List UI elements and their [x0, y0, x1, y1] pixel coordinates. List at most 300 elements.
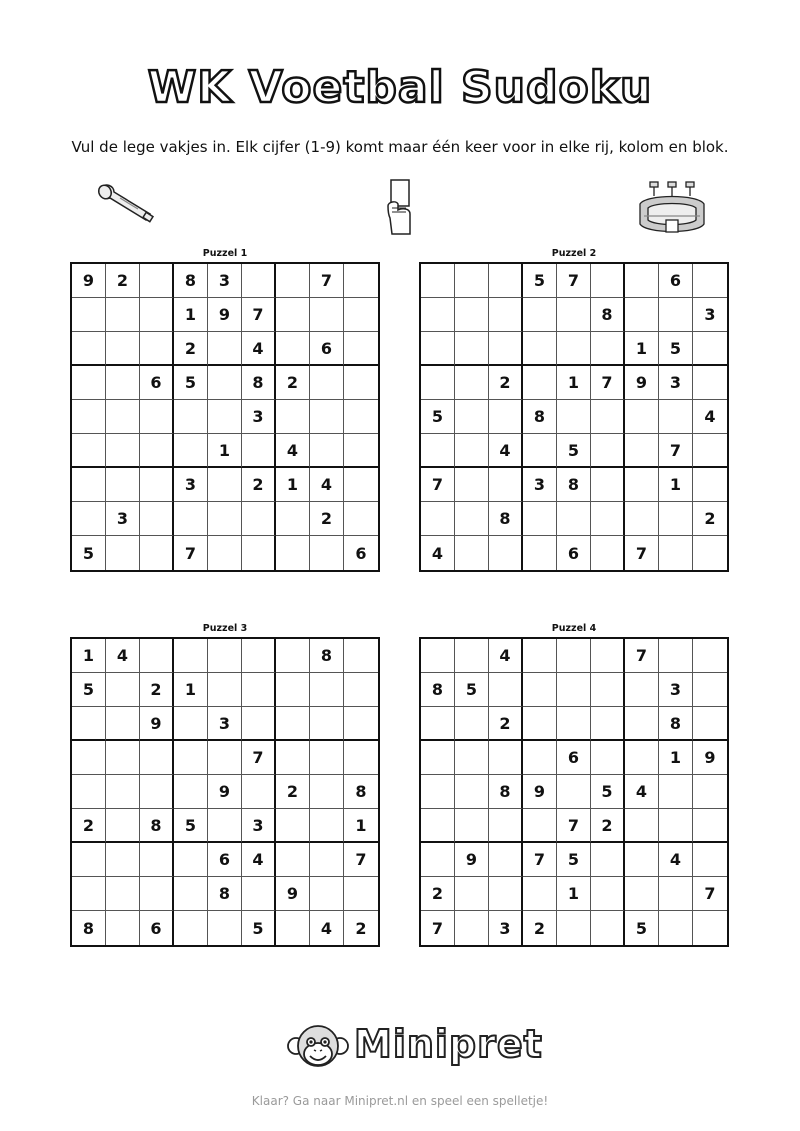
given-number-cell: 1 — [174, 298, 208, 332]
empty-cell[interactable] — [489, 536, 523, 570]
empty-cell[interactable] — [140, 741, 174, 775]
empty-cell[interactable] — [72, 468, 106, 502]
empty-cell[interactable] — [174, 400, 208, 434]
empty-cell[interactable] — [421, 741, 455, 775]
empty-cell[interactable] — [174, 911, 208, 945]
given-number-cell: 4 — [106, 639, 140, 673]
given-number-cell: 8 — [208, 877, 242, 911]
empty-cell[interactable] — [693, 468, 727, 502]
given-number-cell: 1 — [276, 468, 310, 502]
empty-cell[interactable] — [276, 298, 310, 332]
empty-cell[interactable] — [208, 536, 242, 570]
empty-cell[interactable] — [242, 264, 276, 298]
empty-cell[interactable] — [557, 502, 591, 536]
given-number-cell: 1 — [659, 741, 693, 775]
empty-cell[interactable] — [72, 775, 106, 809]
empty-cell[interactable] — [659, 877, 693, 911]
empty-cell[interactable] — [591, 434, 625, 468]
empty-cell[interactable] — [242, 877, 276, 911]
given-number-cell: 2 — [276, 366, 310, 400]
empty-cell[interactable] — [625, 809, 659, 843]
empty-cell[interactable] — [455, 536, 489, 570]
empty-cell[interactable] — [591, 639, 625, 673]
given-number-cell: 7 — [659, 434, 693, 468]
empty-cell[interactable] — [489, 843, 523, 877]
empty-cell[interactable] — [693, 843, 727, 877]
empty-cell[interactable] — [174, 877, 208, 911]
empty-cell[interactable] — [106, 366, 140, 400]
empty-cell[interactable] — [693, 366, 727, 400]
empty-cell[interactable] — [557, 707, 591, 741]
empty-cell[interactable] — [455, 911, 489, 945]
empty-cell[interactable] — [140, 775, 174, 809]
given-number-cell: 4 — [421, 536, 455, 570]
empty-cell[interactable] — [591, 877, 625, 911]
given-number-cell: 8 — [523, 400, 557, 434]
given-number-cell: 2 — [355, 918, 367, 938]
empty-cell[interactable] — [276, 400, 310, 434]
given-number-cell: 3 — [242, 400, 276, 434]
empty-cell[interactable] — [523, 809, 557, 843]
empty-cell[interactable] — [174, 502, 208, 536]
empty-cell[interactable] — [455, 332, 489, 366]
empty-cell[interactable] — [489, 264, 523, 298]
empty-cell[interactable] — [140, 502, 174, 536]
given-number-cell: 1 — [344, 809, 378, 843]
empty-cell[interactable] — [140, 877, 174, 911]
empty-cell[interactable] — [106, 468, 140, 502]
empty-cell[interactable] — [344, 366, 378, 400]
empty-cell[interactable] — [276, 332, 310, 366]
empty-cell[interactable] — [421, 332, 455, 366]
given-number-cell: 2 — [174, 332, 208, 366]
empty-cell[interactable] — [591, 911, 625, 945]
empty-cell[interactable] — [276, 741, 310, 775]
empty-cell[interactable] — [625, 264, 659, 298]
empty-cell[interactable] — [242, 673, 276, 707]
empty-cell[interactable] — [421, 502, 455, 536]
empty-cell[interactable] — [208, 741, 242, 775]
empty-cell[interactable] — [140, 536, 174, 570]
empty-cell[interactable] — [310, 536, 344, 570]
empty-cell[interactable] — [523, 639, 557, 673]
given-number-cell: 4 — [489, 434, 523, 468]
puzzle-title: Puzzel 2 — [551, 248, 597, 259]
red-card-icon — [382, 178, 418, 236]
empty-cell[interactable] — [693, 332, 727, 366]
empty-cell[interactable] — [344, 639, 378, 673]
given-number-cell: 4 — [625, 775, 659, 809]
empty-cell[interactable] — [344, 332, 378, 366]
vuvuzela-icon — [96, 180, 156, 228]
empty-cell[interactable] — [591, 502, 625, 536]
empty-cell[interactable] — [523, 366, 557, 400]
empty-cell[interactable] — [106, 843, 140, 877]
given-number-cell: 9 — [208, 298, 242, 332]
puzzle-title: Puzzel 4 — [551, 623, 597, 634]
empty-cell[interactable] — [106, 707, 140, 741]
empty-cell[interactable] — [140, 298, 174, 332]
empty-cell[interactable] — [72, 741, 106, 775]
given-number-cell: 3 — [523, 468, 557, 502]
empty-cell[interactable] — [557, 332, 591, 366]
empty-cell[interactable] — [140, 434, 174, 468]
sudoku-grid — [419, 637, 729, 947]
given-number-cell: 2 — [242, 468, 276, 502]
empty-cell[interactable] — [489, 877, 523, 911]
sudoku-grid — [70, 637, 380, 947]
given-number-cell: 1 — [557, 366, 591, 400]
empty-cell[interactable] — [421, 434, 455, 468]
empty-cell[interactable] — [557, 298, 591, 332]
given-number-cell: 8 — [421, 673, 455, 707]
empty-cell[interactable] — [106, 434, 140, 468]
empty-cell[interactable] — [106, 673, 140, 707]
given-number-cell: 5 — [455, 673, 489, 707]
given-number-cell: 2 — [276, 775, 310, 809]
empty-cell[interactable] — [591, 400, 625, 434]
given-number-cell: 7 — [421, 911, 455, 945]
given-number-cell: 6 — [208, 843, 242, 877]
empty-cell[interactable] — [140, 843, 174, 877]
empty-cell[interactable] — [276, 639, 310, 673]
empty-cell[interactable] — [208, 502, 242, 536]
given-number-cell: 6 — [659, 264, 693, 298]
empty-cell[interactable] — [72, 366, 106, 400]
empty-cell[interactable] — [693, 707, 727, 741]
given-number-cell: 7 — [310, 264, 344, 298]
empty-cell[interactable] — [174, 707, 208, 741]
empty-cell[interactable] — [310, 741, 344, 775]
empty-cell[interactable] — [659, 775, 693, 809]
empty-cell[interactable] — [242, 434, 276, 468]
empty-cell[interactable] — [344, 264, 378, 298]
empty-cell[interactable] — [276, 809, 310, 843]
empty-cell[interactable] — [455, 877, 489, 911]
empty-cell[interactable] — [72, 298, 106, 332]
given-number-cell: 5 — [174, 366, 208, 400]
empty-cell[interactable] — [208, 366, 242, 400]
empty-cell[interactable] — [310, 673, 344, 707]
empty-cell[interactable] — [310, 298, 344, 332]
empty-cell[interactable] — [344, 468, 378, 502]
empty-cell[interactable] — [421, 264, 455, 298]
given-number-cell: 7 — [344, 843, 378, 877]
empty-cell[interactable] — [174, 775, 208, 809]
empty-cell[interactable] — [659, 400, 693, 434]
empty-cell[interactable] — [106, 911, 140, 945]
given-number-cell: 6 — [557, 536, 591, 570]
empty-cell[interactable] — [659, 911, 693, 945]
empty-cell[interactable] — [455, 468, 489, 502]
empty-cell[interactable] — [344, 434, 378, 468]
empty-cell[interactable] — [455, 434, 489, 468]
sudoku-grid — [70, 262, 380, 572]
empty-cell[interactable] — [659, 502, 693, 536]
sudoku-puzzle-2 — [419, 247, 729, 572]
empty-cell[interactable] — [693, 639, 727, 673]
empty-cell[interactable] — [208, 332, 242, 366]
empty-cell[interactable] — [208, 639, 242, 673]
empty-cell[interactable] — [276, 264, 310, 298]
stadium-icon — [636, 180, 708, 238]
empty-cell[interactable] — [523, 877, 557, 911]
empty-cell[interactable] — [276, 502, 310, 536]
empty-cell[interactable] — [208, 400, 242, 434]
given-number-cell: 1 — [174, 673, 208, 707]
given-number-cell: 7 — [625, 639, 659, 673]
empty-cell[interactable] — [625, 741, 659, 775]
empty-cell[interactable] — [557, 673, 591, 707]
empty-cell[interactable] — [557, 639, 591, 673]
empty-cell[interactable] — [693, 434, 727, 468]
empty-cell[interactable] — [344, 298, 378, 332]
empty-cell[interactable] — [421, 707, 455, 741]
empty-cell[interactable] — [557, 400, 591, 434]
empty-cell[interactable] — [625, 502, 659, 536]
empty-cell[interactable] — [625, 673, 659, 707]
empty-cell[interactable] — [523, 536, 557, 570]
given-number-cell: 9 — [140, 707, 174, 741]
empty-cell[interactable] — [106, 877, 140, 911]
given-number-cell: 6 — [355, 543, 367, 563]
empty-cell[interactable] — [557, 775, 591, 809]
empty-cell[interactable] — [455, 639, 489, 673]
empty-cell[interactable] — [140, 264, 174, 298]
empty-cell[interactable] — [344, 673, 378, 707]
sudoku-puzzle-3 — [70, 622, 380, 947]
empty-cell[interactable] — [72, 707, 106, 741]
empty-cell[interactable] — [421, 775, 455, 809]
empty-cell[interactable] — [421, 366, 455, 400]
empty-cell[interactable] — [242, 639, 276, 673]
given-number-cell: 9 — [693, 741, 727, 775]
empty-cell[interactable] — [625, 400, 659, 434]
empty-cell[interactable] — [310, 809, 344, 843]
empty-cell[interactable] — [489, 741, 523, 775]
given-number-cell: 7 — [242, 298, 276, 332]
empty-cell[interactable] — [625, 843, 659, 877]
empty-cell[interactable] — [174, 434, 208, 468]
empty-cell[interactable] — [72, 843, 106, 877]
empty-cell[interactable] — [106, 400, 140, 434]
given-number-cell: 5 — [523, 264, 557, 298]
empty-cell[interactable] — [591, 741, 625, 775]
empty-cell[interactable] — [455, 502, 489, 536]
given-number-cell: 1 — [625, 332, 659, 366]
given-number-cell: 9 — [208, 775, 242, 809]
empty-cell[interactable] — [625, 434, 659, 468]
empty-cell[interactable] — [523, 434, 557, 468]
empty-cell[interactable] — [174, 741, 208, 775]
empty-cell[interactable] — [344, 741, 378, 775]
empty-cell[interactable] — [455, 400, 489, 434]
given-number-cell: 6 — [140, 911, 174, 945]
empty-cell[interactable] — [421, 843, 455, 877]
empty-cell[interactable] — [310, 843, 344, 877]
empty-cell[interactable] — [276, 911, 310, 945]
empty-cell[interactable] — [489, 809, 523, 843]
given-number-cell: 4 — [310, 468, 344, 502]
given-number-cell: 7 — [591, 366, 625, 400]
given-number-cell: 8 — [72, 911, 106, 945]
given-number-cell: 3 — [489, 911, 523, 945]
empty-cell[interactable] — [455, 809, 489, 843]
empty-cell[interactable] — [310, 400, 344, 434]
empty-cell[interactable] — [421, 298, 455, 332]
given-number-cell: 2 — [523, 911, 557, 945]
given-number-cell: 3 — [659, 366, 693, 400]
given-number-cell: 9 — [625, 366, 659, 400]
given-number-cell: 2 — [72, 809, 106, 843]
given-number-cell: 4 — [489, 639, 523, 673]
empty-cell[interactable] — [659, 298, 693, 332]
empty-cell[interactable] — [591, 332, 625, 366]
empty-cell[interactable] — [310, 877, 344, 911]
empty-cell[interactable] — [455, 741, 489, 775]
empty-cell[interactable] — [489, 673, 523, 707]
empty-cell[interactable] — [140, 400, 174, 434]
given-number-cell: 6 — [557, 741, 591, 775]
given-number-cell: 5 — [659, 332, 693, 366]
empty-cell[interactable] — [693, 536, 727, 570]
empty-cell[interactable] — [310, 366, 344, 400]
empty-cell[interactable] — [489, 468, 523, 502]
given-number-cell: 3 — [208, 264, 242, 298]
empty-cell[interactable] — [106, 298, 140, 332]
empty-cell[interactable] — [455, 707, 489, 741]
empty-cell[interactable] — [421, 639, 455, 673]
empty-cell[interactable] — [693, 911, 727, 945]
given-number-cell: 7 — [693, 877, 727, 911]
empty-cell[interactable] — [140, 639, 174, 673]
empty-cell[interactable] — [106, 775, 140, 809]
empty-cell[interactable] — [693, 264, 727, 298]
given-number-cell: 3 — [174, 468, 208, 502]
empty-cell[interactable] — [72, 332, 106, 366]
empty-cell[interactable] — [489, 400, 523, 434]
empty-cell[interactable] — [310, 707, 344, 741]
given-number-cell: 7 — [557, 809, 591, 843]
empty-cell[interactable] — [208, 673, 242, 707]
empty-cell[interactable] — [276, 536, 310, 570]
empty-cell[interactable] — [455, 264, 489, 298]
empty-cell[interactable] — [174, 639, 208, 673]
given-number-cell: 5 — [591, 775, 625, 809]
empty-cell[interactable] — [523, 673, 557, 707]
puzzle-title: Puzzel 3 — [202, 623, 248, 634]
empty-cell[interactable] — [276, 673, 310, 707]
empty-cell[interactable] — [174, 843, 208, 877]
empty-cell[interactable] — [523, 502, 557, 536]
empty-cell[interactable] — [625, 468, 659, 502]
empty-cell[interactable] — [106, 536, 140, 570]
empty-cell[interactable] — [72, 877, 106, 911]
empty-cell[interactable] — [489, 298, 523, 332]
empty-cell[interactable] — [344, 877, 378, 911]
empty-cell[interactable] — [242, 707, 276, 741]
empty-cell[interactable] — [625, 298, 659, 332]
empty-cell[interactable] — [591, 264, 625, 298]
given-number-cell: 9 — [523, 775, 557, 809]
empty-cell[interactable] — [106, 332, 140, 366]
empty-cell[interactable] — [276, 707, 310, 741]
given-number-cell: 2 — [693, 502, 727, 536]
given-number-cell: 8 — [344, 775, 378, 809]
given-number-cell: 2 — [421, 877, 455, 911]
empty-cell[interactable] — [659, 639, 693, 673]
empty-cell[interactable] — [344, 502, 378, 536]
empty-cell[interactable] — [310, 775, 344, 809]
empty-cell[interactable] — [242, 502, 276, 536]
empty-cell[interactable] — [208, 809, 242, 843]
empty-cell[interactable] — [140, 468, 174, 502]
empty-cell[interactable] — [106, 741, 140, 775]
given-number-cell: 2 — [591, 809, 625, 843]
empty-cell[interactable] — [455, 775, 489, 809]
empty-cell[interactable] — [421, 809, 455, 843]
empty-cell[interactable] — [208, 468, 242, 502]
empty-cell[interactable] — [591, 673, 625, 707]
given-number-cell: 7 — [557, 264, 591, 298]
empty-cell[interactable] — [591, 707, 625, 741]
empty-cell[interactable] — [242, 775, 276, 809]
given-number-cell: 4 — [310, 911, 344, 945]
empty-cell[interactable] — [523, 707, 557, 741]
given-number-cell: 5 — [174, 809, 208, 843]
empty-cell[interactable] — [659, 536, 693, 570]
empty-cell[interactable] — [625, 877, 659, 911]
empty-cell[interactable] — [72, 400, 106, 434]
empty-cell[interactable] — [208, 911, 242, 945]
given-number-cell: 7 — [421, 468, 455, 502]
empty-cell[interactable] — [625, 707, 659, 741]
empty-cell[interactable] — [693, 809, 727, 843]
empty-cell[interactable] — [523, 298, 557, 332]
empty-cell[interactable] — [72, 502, 106, 536]
empty-cell[interactable] — [591, 843, 625, 877]
empty-cell[interactable] — [140, 332, 174, 366]
empty-cell[interactable] — [276, 843, 310, 877]
empty-cell[interactable] — [557, 911, 591, 945]
empty-cell[interactable] — [106, 809, 140, 843]
empty-cell[interactable] — [523, 332, 557, 366]
puzzle-title: Puzzel 1 — [202, 248, 248, 259]
empty-cell[interactable] — [455, 298, 489, 332]
empty-cell[interactable] — [310, 434, 344, 468]
given-number-cell: 3 — [106, 502, 140, 536]
given-number-cell: 8 — [310, 639, 344, 673]
empty-cell[interactable] — [659, 809, 693, 843]
empty-cell[interactable] — [344, 400, 378, 434]
empty-cell[interactable] — [489, 332, 523, 366]
empty-cell[interactable] — [455, 366, 489, 400]
given-number-cell: 2 — [106, 264, 140, 298]
given-number-cell: 8 — [489, 502, 523, 536]
empty-cell[interactable] — [591, 468, 625, 502]
empty-cell[interactable] — [72, 434, 106, 468]
empty-cell[interactable] — [242, 536, 276, 570]
empty-cell[interactable] — [523, 741, 557, 775]
empty-cell[interactable] — [344, 707, 378, 741]
empty-cell[interactable] — [591, 536, 625, 570]
monkey-icon — [286, 1020, 350, 1076]
empty-cell[interactable] — [693, 775, 727, 809]
given-number-cell: 8 — [174, 264, 208, 298]
empty-cell[interactable] — [693, 673, 727, 707]
page-title: WK Voetbal Sudoku — [147, 62, 653, 113]
given-number-cell: 4 — [693, 400, 727, 434]
